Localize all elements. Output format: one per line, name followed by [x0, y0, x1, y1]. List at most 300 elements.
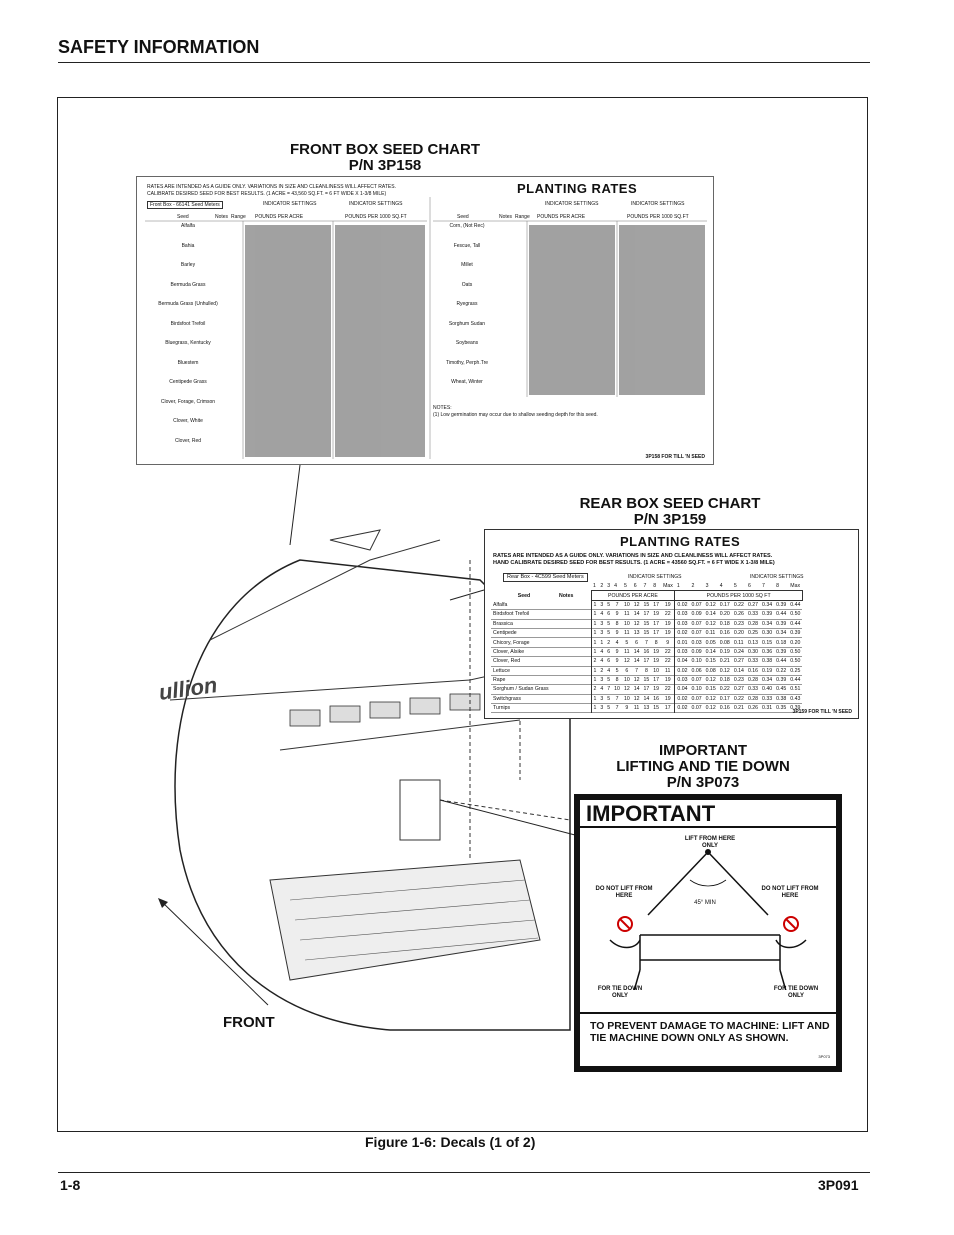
- acre-cell: 12: [623, 686, 630, 693]
- list-item: Oats: [461, 281, 473, 288]
- sqft-cell: 0.08: [719, 639, 730, 646]
- header-rule: [58, 62, 870, 63]
- sqft-cell: 0.02: [675, 704, 690, 713]
- list-item: Millet: [461, 262, 473, 268]
- list-item: Clover, White: [173, 418, 203, 424]
- front-left-col-range: Range: [231, 214, 246, 220]
- decal-code: 3P073: [818, 1054, 830, 1059]
- seed-cell: Centipede: [493, 630, 517, 637]
- sqft-cell: 0.38: [762, 658, 773, 665]
- sqft-cell: 0.50: [790, 611, 801, 618]
- sqft-cell: 0.03: [675, 647, 690, 656]
- sqft-cell: 0.15: [705, 658, 716, 665]
- notes-cell: [557, 675, 591, 684]
- sqft-cell: 0.21: [719, 658, 730, 665]
- acre-cell: 3: [600, 630, 604, 637]
- acre-cell: 7: [615, 695, 619, 702]
- acre-cell: 7: [607, 686, 611, 693]
- acre-cell: 15: [643, 677, 650, 684]
- table-row: [491, 610, 802, 619]
- acre-cell: 2: [600, 667, 604, 674]
- acre-cell: 4: [600, 658, 604, 665]
- acre-cell: 11: [633, 705, 640, 712]
- sqft-cell: 0.02: [675, 628, 690, 637]
- acre-cell: 14: [633, 658, 640, 665]
- setting-header: 1: [593, 583, 596, 590]
- list-item: Clover, Red: [174, 437, 202, 444]
- acre-cell: 14: [643, 695, 650, 702]
- acre-cell: 10: [623, 620, 630, 627]
- acre-cell: 12: [633, 601, 640, 608]
- front-box-callout-line1: FRONT BOX SEED CHART: [289, 141, 480, 158]
- acre-cell: 11: [624, 611, 630, 618]
- lift-diagram: [580, 840, 836, 990]
- seed-cell: Lettuce: [493, 667, 511, 674]
- sqft-cell: 0.23: [733, 677, 744, 684]
- acre-cell: 2: [591, 685, 598, 694]
- sqft-cell: 0.39: [762, 611, 773, 618]
- front-right-col-seed: Seed: [457, 214, 469, 220]
- sqft-cell: 0.45: [776, 686, 787, 693]
- seed-cell: Clover, Alsike: [493, 648, 525, 655]
- sqft-cell: 0.14: [733, 667, 744, 674]
- sqft-cell: 0.12: [705, 620, 716, 627]
- col-lbs-1000: POUNDS PER 1000 SQ FT: [675, 591, 802, 600]
- acre-cell: 9: [615, 630, 619, 637]
- acre-cell: 17: [653, 677, 660, 684]
- important-decal-inner: [580, 800, 836, 1066]
- rear-rate-rows: [491, 600, 802, 713]
- acre-cell: 1: [591, 694, 598, 703]
- table-row: [491, 657, 802, 666]
- sqft-cell: 0.30: [747, 648, 759, 655]
- acre-cell: 6: [607, 658, 611, 665]
- seed-cell: Sorghum / Sudan Grass: [493, 686, 549, 693]
- acre-cell: 22: [664, 611, 671, 618]
- acre-cell: 19: [664, 695, 671, 702]
- acre-cell: 4: [600, 611, 604, 618]
- angle-label: 45° MIN: [694, 900, 716, 906]
- setting-header: 8: [776, 583, 780, 590]
- sqft-cell: 0.20: [733, 630, 744, 637]
- sqft-cell: 0.16: [747, 667, 759, 674]
- acre-cell: 22: [664, 648, 671, 655]
- seed-cell: Alfalfa: [493, 601, 508, 608]
- tie-down-left-label: FOR TIE DOWN ONLY: [597, 986, 643, 999]
- front-box-callout-line2: P/N 3P158: [348, 157, 422, 174]
- acre-cell: 4: [600, 686, 604, 693]
- sqft-cell: 0.12: [705, 601, 716, 608]
- setting-header: 6: [747, 583, 751, 590]
- acre-cell: 14: [633, 611, 640, 618]
- rear-indicator-a: INDICATOR SETTINGS: [628, 574, 682, 580]
- notes-cell: [557, 647, 591, 656]
- setting-header: 4: [614, 583, 618, 590]
- notes-cell: [557, 685, 591, 694]
- rear-chart-title: PLANTING RATES: [620, 534, 741, 549]
- sqft-cell: 0.18: [776, 639, 787, 646]
- table-row: [491, 704, 802, 713]
- sqft-cell: 0.39: [776, 620, 787, 627]
- sqft-cell: 0.21: [733, 705, 744, 712]
- sqft-cell: 0.38: [776, 695, 787, 702]
- sqft-cell: 0.35: [776, 705, 787, 712]
- table-row: [491, 591, 802, 600]
- acre-cell: 1: [591, 704, 598, 713]
- sqft-cell: 0.19: [719, 648, 730, 655]
- setting-header: 1: [676, 583, 680, 590]
- sqft-cell: 0.24: [733, 648, 744, 655]
- section-title: SAFETY INFORMATION: [58, 37, 260, 57]
- list-item: Centipede Grass: [169, 379, 207, 385]
- front-left-indicator-a: INDICATOR SETTINGS: [263, 201, 317, 207]
- acre-cell: 1: [591, 647, 598, 656]
- acre-cell: 6: [607, 648, 611, 655]
- sqft-cell: 0.50: [790, 648, 801, 655]
- acre-cell: 6: [625, 667, 629, 674]
- acre-cell: 17: [653, 630, 660, 637]
- acre-cell: 14: [633, 686, 640, 693]
- sqft-cell: 0.30: [762, 630, 773, 637]
- acre-cell: 15: [643, 620, 650, 627]
- acre-cell: 3: [600, 705, 604, 712]
- lift-from-here-label: LIFT FROM HERE ONLY: [684, 836, 736, 849]
- acre-cell: 5: [607, 620, 611, 627]
- sqft-cell: 0.31: [762, 705, 773, 712]
- acre-cell: 17: [653, 601, 660, 608]
- acre-cell: 19: [653, 611, 660, 618]
- sqft-cell: 0.26: [733, 611, 744, 618]
- sqft-cell: 0.23: [733, 620, 744, 627]
- no-symbol-left-icon: [618, 917, 632, 931]
- acre-cell: 19: [664, 601, 671, 608]
- sqft-cell: 0.19: [762, 667, 773, 674]
- acre-cell: 17: [643, 658, 650, 665]
- sqft-cell: 0.36: [762, 648, 773, 655]
- setting-header: 8: [653, 583, 657, 590]
- acre-cell: 9: [615, 648, 619, 655]
- sqft-cell: 0.43: [790, 695, 801, 702]
- acre-cell: 1: [591, 610, 598, 619]
- sqft-cell: 0.17: [719, 695, 730, 702]
- acre-cell: 9: [615, 611, 619, 618]
- sqft-cell: 0.22: [733, 695, 744, 702]
- front-right-lbs-acre: POUNDS PER ACRE: [537, 214, 586, 220]
- sqft-cell: 0.44: [776, 658, 787, 665]
- notes-cell: [557, 666, 591, 675]
- setting-header: 5: [623, 583, 627, 590]
- notes-cell: [557, 619, 591, 628]
- sqft-cell: 0.50: [790, 658, 801, 665]
- table-row: [491, 628, 802, 637]
- acre-cell: 12: [633, 620, 640, 627]
- setting-header: 4: [719, 583, 723, 590]
- sqft-cell: 0.02: [675, 694, 690, 703]
- acre-cell: 19: [653, 658, 660, 665]
- no-symbol-right-icon: [784, 917, 798, 931]
- list-item: Timothy, Perph.Tre: [445, 359, 489, 366]
- acre-cell: 5: [607, 705, 611, 712]
- front-left-col-notes: Notes: [215, 214, 229, 220]
- acre-cell: 5: [607, 677, 611, 684]
- sqft-cell: 0.33: [747, 611, 759, 618]
- front-left-indicator-b: INDICATOR SETTINGS: [349, 201, 403, 207]
- seed-cell: Brassica: [493, 620, 513, 627]
- acre-cell: 7: [644, 639, 648, 646]
- front-chart-box-label: Front Box - 66141 Seed Meters: [147, 201, 223, 209]
- sqft-cell: 0.27: [733, 686, 744, 693]
- list-item: Sorghum Sudan: [448, 320, 486, 327]
- acre-cell: 12: [633, 677, 640, 684]
- table-row: [491, 600, 802, 609]
- notes-cell: [557, 628, 591, 637]
- sqft-cell: 0.10: [691, 686, 702, 693]
- sqft-cell: 0.03: [691, 639, 702, 646]
- acre-cell: 9: [666, 639, 670, 646]
- acre-cell: 17: [643, 686, 650, 693]
- front-right-indicator-b: INDICATOR SETTINGS: [631, 201, 685, 207]
- sqft-cell: 0.07: [691, 695, 702, 702]
- table-row: [491, 694, 802, 703]
- notes-cell: [557, 657, 591, 666]
- sqft-cell: 0.25: [790, 667, 801, 674]
- acre-cell: 3: [600, 620, 604, 627]
- sqft-cell: 0.39: [790, 630, 801, 637]
- sqft-cell: 0.12: [719, 667, 730, 674]
- important-callout-line2: LIFTING AND TIE DOWN: [616, 758, 790, 775]
- seed-cell: Birdsfoot Trefoil: [493, 611, 530, 618]
- do-not-lift-right-label: DO NOT LIFT FROM HERE: [761, 886, 819, 899]
- seed-cell: Rape: [493, 677, 506, 684]
- sqft-cell: 0.09: [691, 611, 702, 618]
- sqft-cell: 0.39: [776, 677, 787, 684]
- document-number: 3P091: [818, 1177, 859, 1193]
- seed-cell: Chicory, Forage: [493, 639, 530, 646]
- acre-cell: 19: [664, 620, 671, 627]
- sqft-cell: 0.33: [762, 695, 773, 702]
- notes-cell: [557, 704, 591, 713]
- list-item: Bluegrass, Kentucky: [165, 340, 211, 346]
- seed-cell: Clover, Red: [493, 658, 521, 665]
- front-label: FRONT: [223, 1014, 275, 1031]
- front-right-col-range: Range: [515, 214, 530, 220]
- sqft-cell: 0.44: [776, 611, 787, 618]
- notes-cell: [557, 600, 591, 609]
- acre-cell: 19: [664, 630, 671, 637]
- acre-cell: 17: [653, 620, 660, 627]
- sqft-cell: 0.33: [747, 658, 759, 665]
- sqft-cell: 0.02: [675, 666, 690, 675]
- sqft-cell: 0.17: [719, 601, 730, 608]
- sqft-cell: 0.18: [719, 677, 730, 684]
- sqft-cell: 0.39: [776, 601, 787, 608]
- sqft-cell: 0.25: [747, 630, 759, 637]
- front-chart-note: RATES ARE INTENDED AS A GUIDE ONLY. VARIATIONS IN SIZE AND CLEANLINESS WILL AFFECT RATES.: [147, 184, 396, 190]
- table-row: [491, 666, 802, 675]
- important-callout: [585, 743, 821, 791]
- acre-cell: 13: [633, 630, 640, 637]
- acre-cell: 10: [653, 667, 660, 674]
- acre-cell: 19: [653, 686, 660, 693]
- sqft-cell: 0.14: [705, 611, 716, 618]
- acre-cell: 2: [607, 639, 611, 646]
- list-item: Wheat, Winter: [451, 379, 483, 385]
- sqft-cell: 0.27: [747, 601, 759, 608]
- col-notes: Notes: [559, 592, 574, 599]
- setting-header: 7: [762, 583, 765, 590]
- important-callout-line3: P/N 3P073: [666, 774, 740, 791]
- front-chart-note2: CALIBRATE DESIRED SEED FOR BEST RESULTS. (1 ACRE = 43,560 SQ.FT. = 6 FT WIDE X 1-3/8 MILE): [147, 191, 387, 197]
- front-left-col-seed: Seed: [177, 214, 189, 220]
- front-right-lbs-1000: POUNDS PER 1000 SQ.FT: [627, 214, 689, 220]
- acre-cell: 11: [665, 667, 671, 674]
- sqft-cell: 0.22: [733, 601, 744, 608]
- acre-cell: 1: [591, 638, 598, 647]
- sqft-cell: 0.10: [691, 658, 702, 665]
- table-row: [491, 582, 802, 591]
- setting-header: Max: [790, 583, 801, 590]
- acre-cell: 1: [591, 600, 598, 609]
- sqft-cell: 0.07: [691, 677, 702, 684]
- sqft-cell: 0.27: [733, 658, 744, 665]
- list-item: Corn, (Not Rec): [449, 223, 485, 229]
- setting-header: 2: [600, 583, 604, 590]
- table-row: [491, 675, 802, 684]
- setting-header: 6: [633, 583, 637, 590]
- acre-cell: 22: [664, 686, 671, 693]
- sqft-cell: 0.03: [675, 675, 690, 684]
- acre-cell: 7: [615, 705, 619, 712]
- rear-chart-box-label: Rear Box - 4C599 Seed Meters: [503, 573, 588, 582]
- list-item: Soybeans: [455, 340, 479, 346]
- sqft-cell: 0.44: [790, 677, 801, 684]
- list-item: Bluestem: [177, 359, 199, 366]
- list-item: Bahia: [181, 242, 195, 249]
- sqft-cell: 0.11: [705, 630, 716, 637]
- front-chart-footer: 3P158 FOR TILL 'N SEED: [645, 454, 705, 460]
- acre-cell: 10: [623, 695, 630, 702]
- front-chart-notes-text: (1) Low germination may occur due to shallow seeding depth for this seed.: [433, 412, 598, 418]
- sqft-cell: 0.51: [790, 686, 801, 693]
- acre-cell: 6: [607, 611, 611, 618]
- front-chart-grid: [137, 177, 714, 465]
- acre-cell: 10: [623, 677, 630, 684]
- sqft-cell: 0.08: [705, 667, 716, 674]
- notes-cell: [557, 694, 591, 703]
- acre-cell: 12: [623, 658, 630, 665]
- table-row: [491, 685, 802, 694]
- front-chart-notes-label: NOTES:: [433, 405, 452, 411]
- sqft-cell: 0.15: [705, 686, 716, 693]
- figure-caption: Figure 1-6: Decals (1 of 2): [365, 1134, 536, 1150]
- sqft-cell: 0.07: [691, 705, 702, 712]
- acre-cell: 9: [625, 705, 629, 712]
- acre-cell: 22: [664, 658, 671, 665]
- acre-cell: 17: [664, 705, 671, 712]
- sqft-cell: 0.15: [762, 639, 773, 646]
- acre-cell: 10: [623, 601, 630, 608]
- acre-cell: 7: [635, 667, 639, 674]
- sqft-cell: 0.28: [747, 677, 759, 684]
- svg-text:ullion: ullion: [157, 672, 219, 705]
- acre-cell: 10: [614, 686, 620, 693]
- decal-divider: [580, 1012, 836, 1014]
- sqft-cell: 0.09: [691, 648, 702, 655]
- sqft-cell: 0.34: [762, 601, 773, 608]
- acre-cell: 5: [615, 667, 619, 674]
- sqft-cell: 0.13: [747, 639, 759, 646]
- sqft-cell: 0.04: [675, 657, 690, 666]
- acre-cell: 15: [643, 630, 650, 637]
- acre-cell: 13: [643, 705, 650, 712]
- rear-chart-table: [491, 582, 803, 713]
- acre-cell: 16: [643, 648, 650, 655]
- acre-cell: 5: [607, 695, 611, 702]
- sqft-cell: 0.12: [705, 695, 716, 702]
- rear-chart-note2: HAND CALIBRATE DESIRED SEED FOR BEST RESULTS. (1 ACRE = 43560 SQ.FT. = 6 FT WIDE X 1-3/8 MILE): [493, 560, 775, 566]
- sqft-cell: 0.28: [747, 620, 759, 627]
- acre-cell: 1: [591, 628, 598, 637]
- sqft-cell: 0.05: [705, 639, 716, 646]
- decal-warning-text: TO PREVENT DAMAGE TO MACHINE: LIFT AND TIE MACHINE DOWN ONLY AS SHOWN.: [590, 1020, 830, 1044]
- sqft-cell: 0.22: [719, 686, 730, 693]
- acre-cell: 19: [664, 677, 671, 684]
- sqft-cell: 0.12: [705, 705, 716, 712]
- list-item: Birdsfoot Trefoil: [170, 320, 206, 327]
- acre-cell: 1: [591, 675, 598, 684]
- acre-cell: 11: [624, 630, 630, 637]
- sqft-cell: 0.39: [790, 705, 801, 712]
- acre-cell: 14: [633, 648, 640, 655]
- acre-cell: 6: [635, 639, 639, 646]
- col-lbs-acre: POUNDS PER ACRE: [591, 591, 675, 600]
- acre-cell: 8: [615, 620, 619, 627]
- important-callout-line1: IMPORTANT: [658, 742, 748, 759]
- front-box-callout: [270, 142, 500, 174]
- acre-cell: 8: [654, 639, 658, 646]
- sqft-cell: 0.11: [733, 639, 744, 646]
- front-left-lbs-acre: POUNDS PER ACRE: [255, 214, 304, 220]
- seed-cell: Switchgrass: [493, 695, 521, 702]
- front-right-indicator-a: INDICATOR SETTINGS: [545, 201, 599, 207]
- setting-header: Max: [663, 583, 673, 590]
- notes-cell: [557, 638, 591, 647]
- sqft-cell: 0.28: [747, 695, 759, 702]
- acre-cell: 8: [615, 677, 619, 684]
- acre-cell: 5: [607, 630, 611, 637]
- sqft-cell: 0.34: [776, 630, 787, 637]
- sqft-cell: 0.22: [776, 667, 787, 674]
- setting-header: 2: [691, 583, 695, 590]
- rear-box-callout-line2: P/N 3P159: [633, 511, 707, 528]
- acre-cell: 9: [615, 658, 619, 665]
- tie-down-right-label: FOR TIE DOWN ONLY: [773, 986, 819, 999]
- acre-cell: 8: [644, 667, 648, 674]
- sqft-cell: 0.34: [762, 620, 773, 627]
- sqft-cell: 0.14: [705, 648, 716, 655]
- sqft-cell: 0.20: [719, 611, 730, 618]
- acre-cell: 1: [591, 666, 598, 675]
- rear-box-callout: [555, 496, 785, 528]
- acre-cell: 1: [591, 619, 598, 628]
- table-row: [491, 638, 802, 647]
- setting-header: 5: [733, 583, 737, 590]
- acre-cell: 19: [653, 648, 660, 655]
- sqft-cell: 0.01: [675, 638, 690, 647]
- notes-cell: [557, 610, 591, 619]
- acre-cell: 1: [600, 639, 604, 646]
- setting-header: 3: [705, 583, 709, 590]
